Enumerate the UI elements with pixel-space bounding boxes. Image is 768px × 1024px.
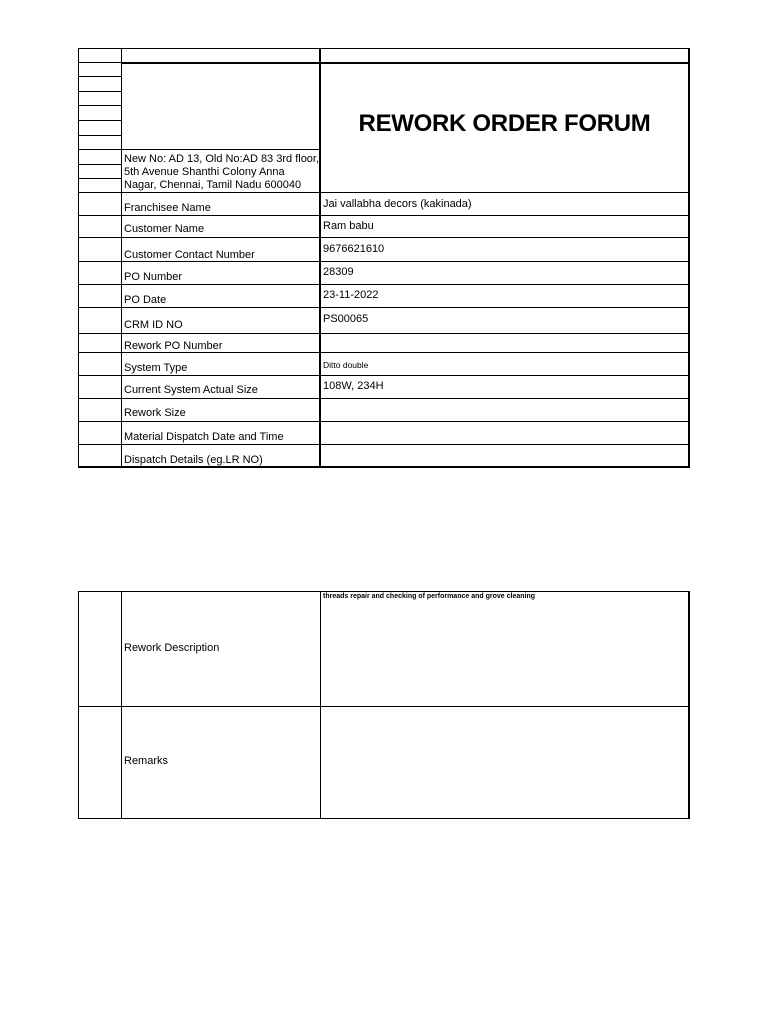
franchisee-name-label: Franchisee Name	[124, 202, 211, 214]
customer-contact-value: 9676621610	[323, 243, 385, 255]
system-type-value: Ditto double	[323, 360, 369, 370]
franchisee-name-value: Jai vallabha decors (kakinada)	[323, 198, 472, 210]
dispatch-details-label: Dispatch Details (eg.LR NO)	[124, 454, 263, 466]
customer-name-value: Ram babu	[323, 220, 374, 232]
crm-id-label: CRM ID NO	[124, 319, 183, 331]
system-type-label: System Type	[124, 362, 188, 374]
customer-contact-label: Customer Contact Number	[124, 249, 255, 261]
rework-description-label: Rework Description	[124, 642, 220, 654]
rework-po-number-label: Rework PO Number	[124, 340, 223, 352]
po-number-value: 28309	[323, 266, 354, 278]
form-title: REWORK ORDER FORUM	[358, 110, 651, 137]
current-size-value: 108W, 234H	[323, 380, 384, 392]
company-address: New No: AD 13, Old No:AD 83 3rd floor, 5th Avenue Shanthi Colony Anna Nagar, Chennai, Tamil Nadu 600040	[124, 153, 320, 191]
po-number-label: PO Number	[124, 271, 183, 283]
dispatch-date-label: Material Dispatch Date and Time	[124, 431, 284, 443]
crm-id-value: PS00065	[323, 313, 369, 325]
po-date-label: PO Date	[124, 294, 167, 306]
rework-description-value: threads repair and checking of performance and grove cleaning	[323, 593, 536, 600]
customer-name-label: Customer Name	[124, 223, 205, 235]
rework-size-label: Rework Size	[124, 407, 186, 419]
po-date-value: 23-11-2022	[323, 289, 379, 301]
current-size-label: Current System Actual Size	[124, 384, 258, 396]
remarks-label: Remarks	[124, 755, 169, 767]
